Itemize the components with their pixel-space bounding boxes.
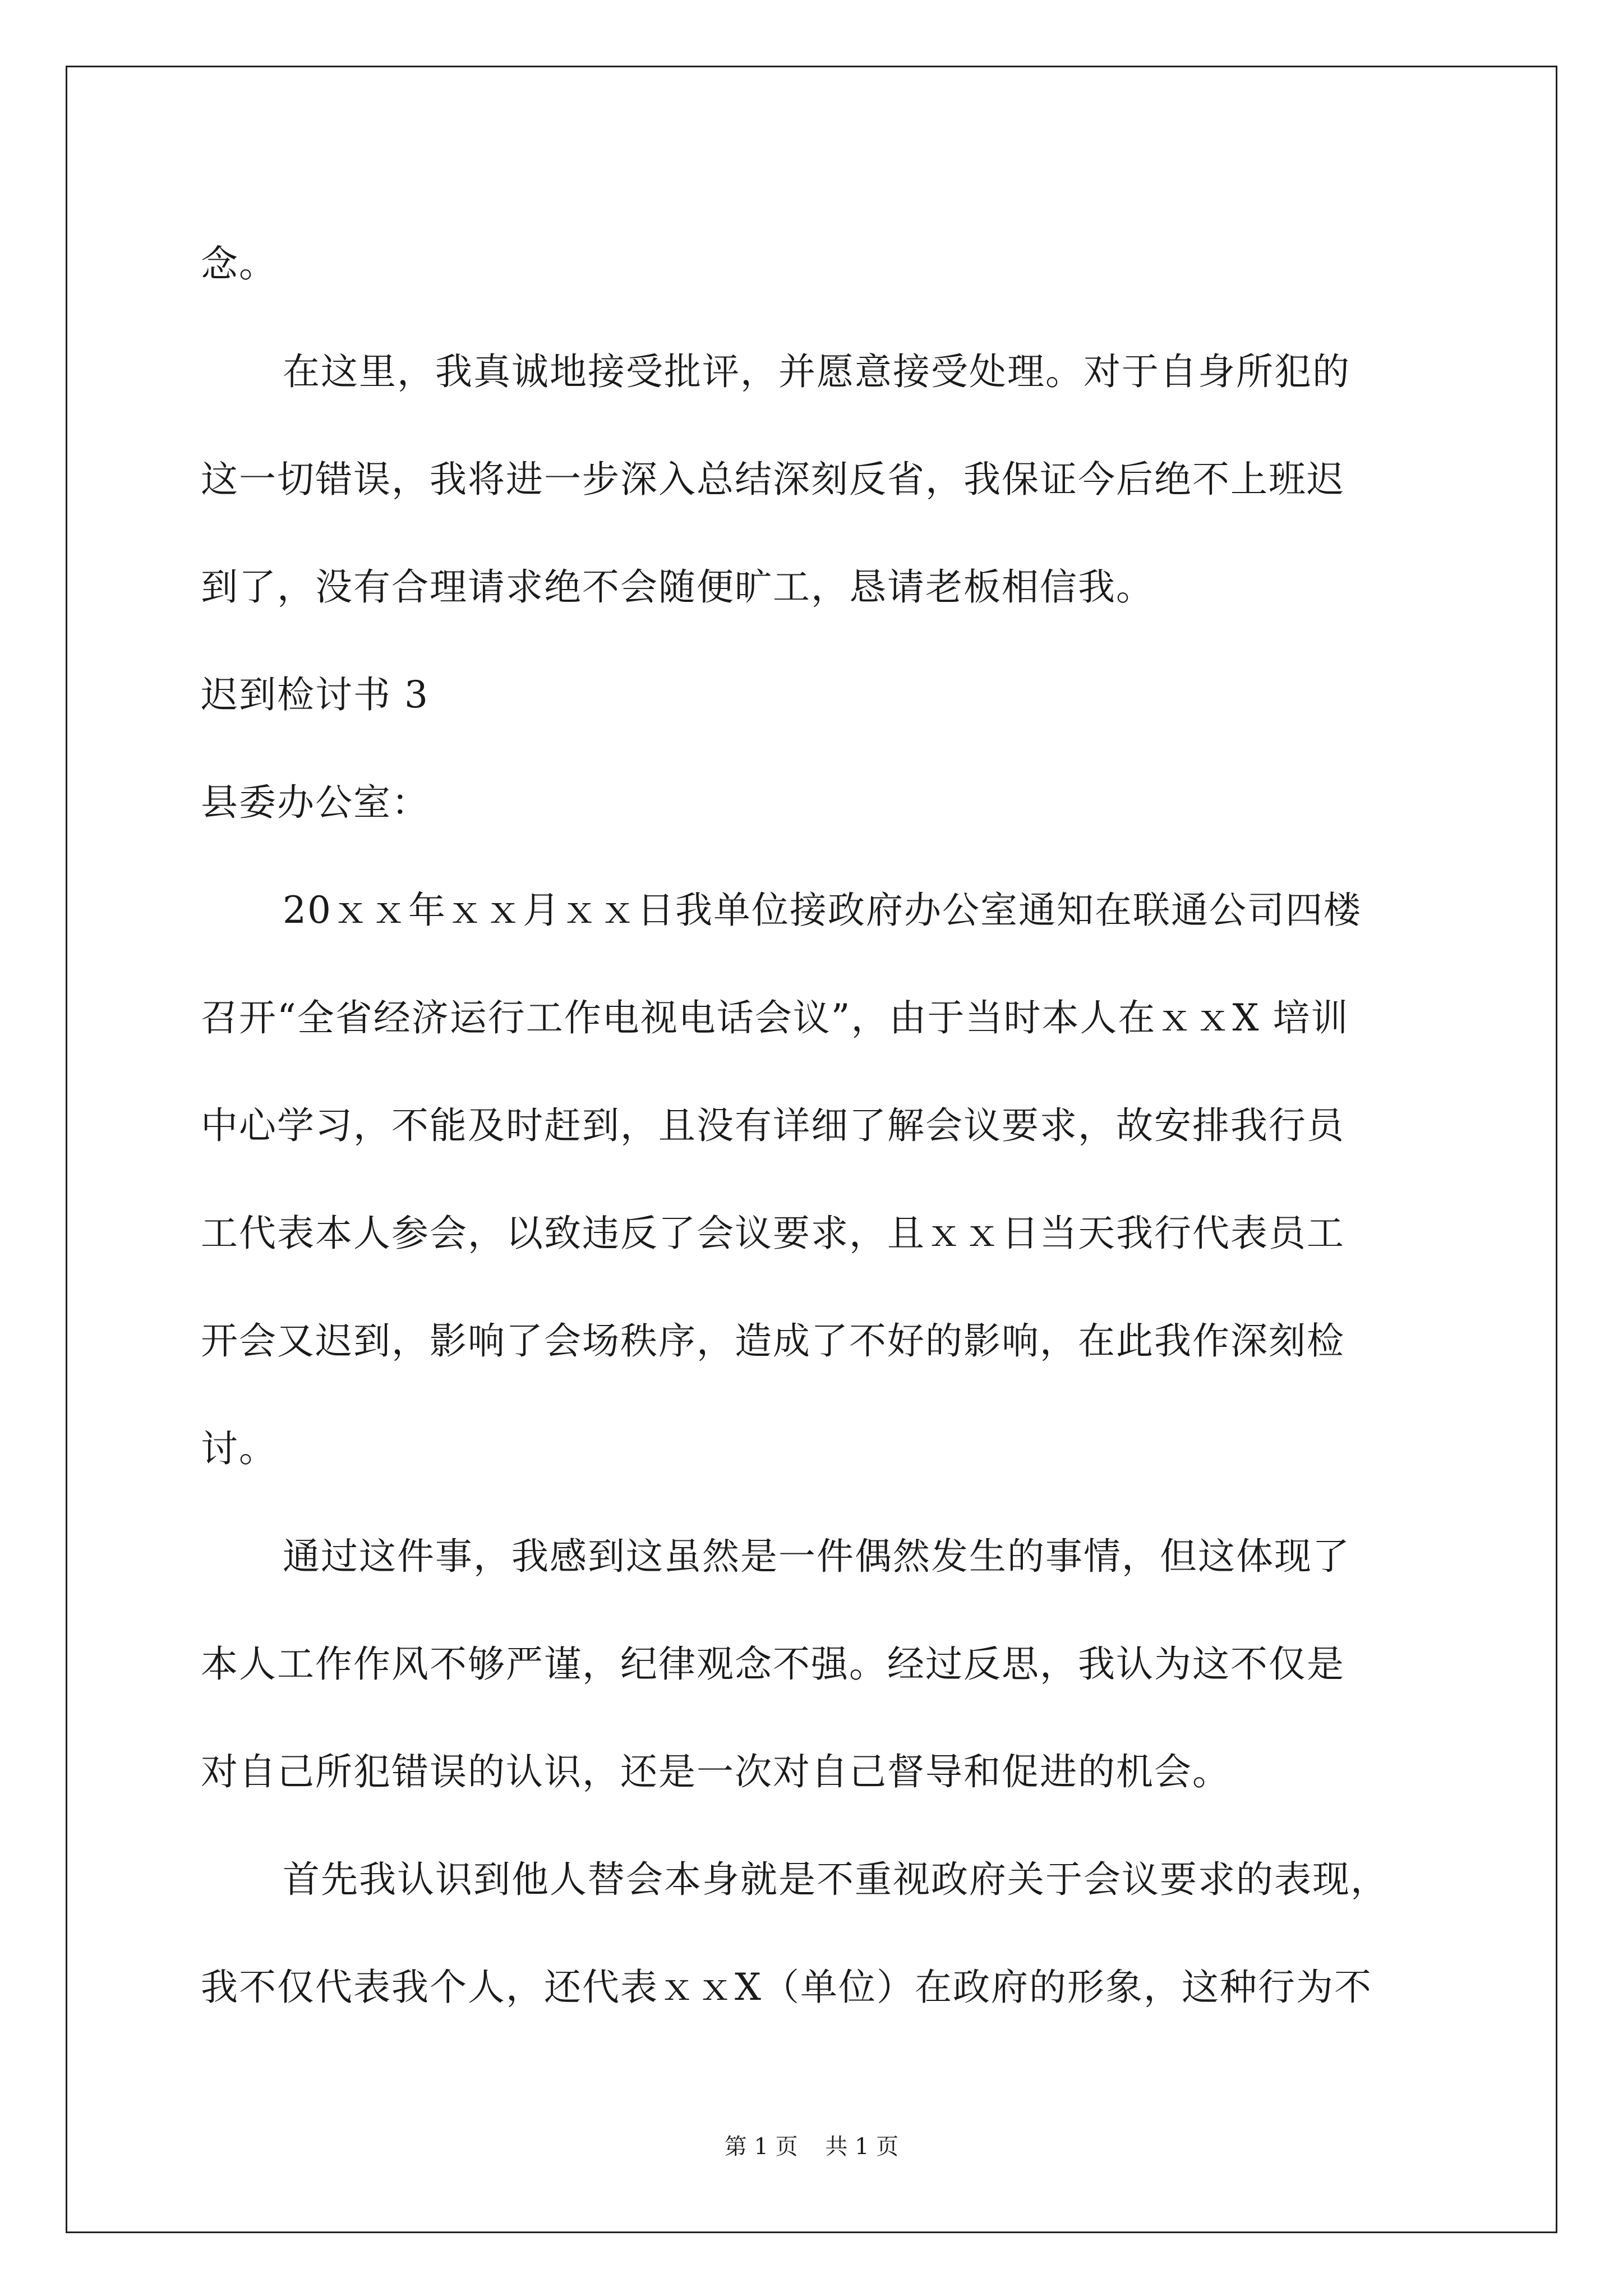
page-total: 共 1 页: [825, 2134, 899, 2160]
text-line: 讨。: [201, 1427, 277, 1470]
text-line: 通过这件事，我感到这虽然是一件偶然发生的事情，但这体现了: [283, 1535, 1350, 1578]
text-line: 我不仅代表我个人，还代表ｘｘX（单位）在政府的形象，这种行为不: [201, 1966, 1372, 2009]
text-line: 首先我认识到他人替会本身就是不重视政府关于会议要求的表现，: [283, 1858, 1389, 1901]
text-line: 20ｘｘ年ｘｘ月ｘｘ日我单位接政府办公室通知在联通公司四楼: [283, 889, 1362, 932]
page-footer: [0, 2133, 1623, 2161]
text-line: 开会又迟到，影响了会场秩序，造成了不好的影响，在此我作深刻检: [201, 1319, 1345, 1363]
text-line: 召开“全省经济运行工作电视电话会议”，由于当时本人在ｘｘX 培训: [201, 996, 1349, 1039]
text-line: 迟到检讨书 3: [201, 673, 429, 716]
text-line: 在这里，我真诚地接受批评，并愿意接受处理。对于自身所犯的: [283, 350, 1350, 393]
text-line: 到了，没有合理请求绝不会随便旷工，恳请老板相信我。: [201, 565, 1154, 609]
text-line: 念。: [201, 242, 277, 286]
text-line: 对自己所犯错误的认识，还是一次对自己督导和促进的机会。: [201, 1750, 1230, 1793]
page-number: 第 1 页: [724, 2134, 798, 2160]
text-line: 县委办公室：: [201, 781, 430, 824]
text-line: 中心学习，不能及时赶到，且没有详细了解会议要求，故安排我行员: [201, 1104, 1345, 1147]
text-line: 工代表本人参会，以致违反了会议要求，且ｘｘ日当天我行代表员工: [201, 1212, 1345, 1255]
text-line: 本人工作作风不够严谨，纪律观念不强。经过反思，我认为这不仅是: [201, 1642, 1345, 1686]
document-body: [201, 210, 1435, 2041]
text-line: 这一切错误，我将进一步深入总结深刻反省，我保证今后绝不上班迟: [201, 458, 1345, 501]
